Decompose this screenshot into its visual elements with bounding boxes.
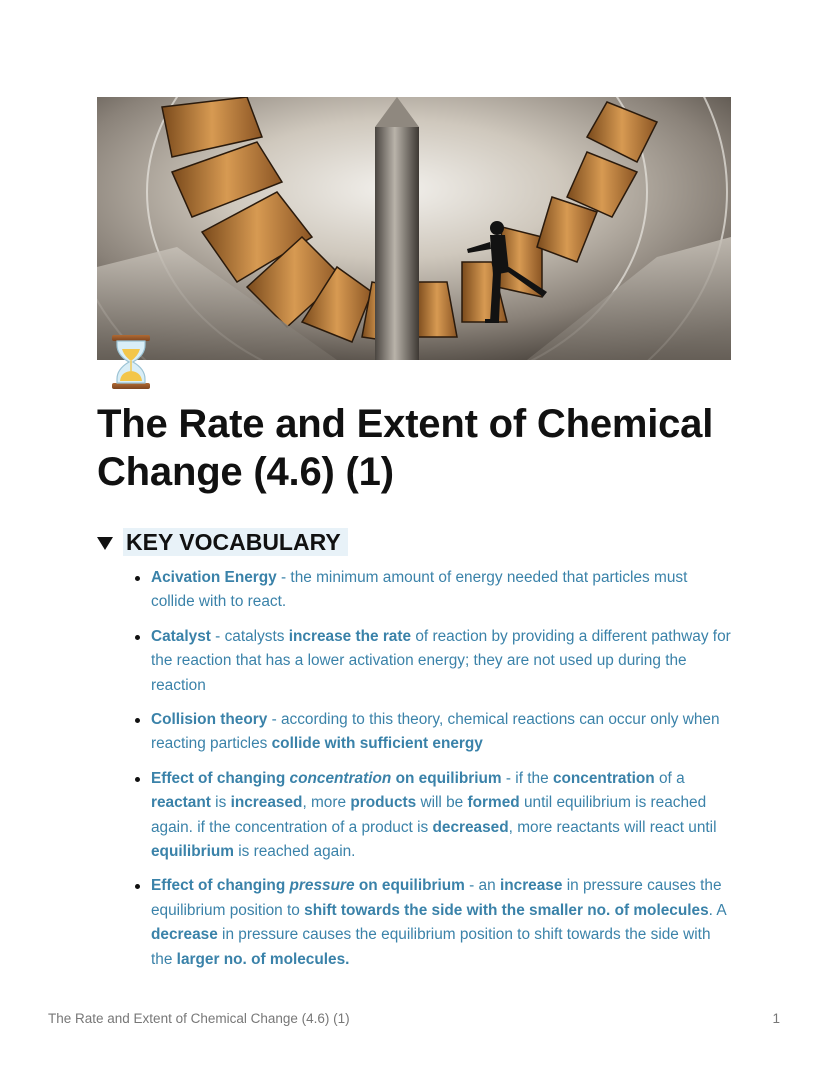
vocab-text: , more bbox=[302, 794, 351, 812]
vocab-bold-text: equilibrium bbox=[151, 843, 234, 861]
vocab-text: of a bbox=[654, 769, 685, 787]
vocab-list-item bbox=[151, 874, 731, 972]
page-number: 1 bbox=[772, 1011, 780, 1026]
vocab-text: - if the bbox=[501, 769, 553, 787]
vocab-text: , more reactants will react until bbox=[508, 818, 717, 836]
vocab-bold-text: Catalyst bbox=[151, 627, 211, 645]
vocab-list-item bbox=[151, 625, 731, 698]
vocab-bold-text: increase bbox=[499, 877, 563, 895]
vocab-text: in pressure causes the equilibrium position to shift towards the side with the bbox=[151, 926, 711, 968]
vocab-list-item bbox=[151, 708, 731, 757]
vocab-text: of reaction by providing a different pathway for the reaction that has a lower activation energy; they are not used up during the reaction bbox=[151, 627, 731, 694]
vocab-bold-text: Effect of changing bbox=[151, 877, 290, 895]
vocab-bold-text: increased bbox=[230, 794, 303, 812]
vocab-text: . A bbox=[708, 901, 726, 919]
key-vocabulary-toggle[interactable] bbox=[97, 528, 348, 556]
vocab-bold-text: products bbox=[350, 794, 417, 812]
vocab-bold-text: Collision theory bbox=[151, 711, 268, 729]
hourglass-icon bbox=[108, 333, 154, 391]
vocab-text: is reached again. bbox=[233, 843, 356, 861]
vocab-text: in pressure causes the equilibrium position to bbox=[151, 877, 722, 919]
vocab-text: - catalysts bbox=[210, 627, 289, 645]
vocab-text: until equilibrium is reached again. if the concentration of a product is bbox=[151, 794, 707, 836]
vocab-bold-text: Acivation Energy bbox=[151, 569, 277, 586]
vocab-list-item bbox=[151, 767, 731, 865]
vocab-bold-text: pressure bbox=[289, 877, 355, 895]
vocab-text: - the minimum amount of energy needed that particles must collide with to react. bbox=[151, 569, 688, 611]
vocab-text: - an bbox=[464, 877, 500, 895]
vocab-bold-text: concentration bbox=[552, 769, 655, 787]
vocab-text: is bbox=[210, 794, 231, 812]
vocab-bold-text: shift towards the side with the smaller no. of molecules bbox=[304, 901, 709, 919]
vocab-text: will be bbox=[416, 794, 468, 812]
page-title: The Rate and Extent of Chemical Change (4.6) (1) bbox=[97, 402, 714, 494]
vocab-bold-text: on equilibrium bbox=[354, 877, 465, 895]
toggle-triangle-icon[interactable] bbox=[97, 537, 113, 550]
vocab-bold-text: reactant bbox=[151, 794, 211, 812]
cover-image bbox=[97, 97, 731, 360]
footer-title: The Rate and Extent of Chemical Change (4.6) (1) bbox=[48, 1011, 350, 1026]
vocab-bold-text: concentration bbox=[289, 769, 392, 787]
vocab-bold-text: increase the rate bbox=[288, 627, 412, 645]
vocab-list-item bbox=[151, 566, 731, 615]
vocab-bold-text: decreased bbox=[432, 818, 509, 836]
vocab-bold-text: decrease bbox=[151, 926, 218, 944]
vocab-text: - according to this theory, chemical reactions can occur only when reacting particles bbox=[151, 711, 720, 753]
vocabulary-list bbox=[151, 566, 731, 982]
vocab-bold-text: larger no. of molecules. bbox=[176, 950, 350, 968]
toggle-heading: KEY VOCABULARY bbox=[123, 528, 348, 556]
vocab-bold-text: on equilibrium bbox=[391, 769, 502, 787]
vocab-bold-text: Effect of changing bbox=[151, 769, 290, 787]
vocab-bold-text: collide with sufficient energy bbox=[271, 735, 483, 753]
vocab-bold-text: formed bbox=[467, 794, 520, 812]
